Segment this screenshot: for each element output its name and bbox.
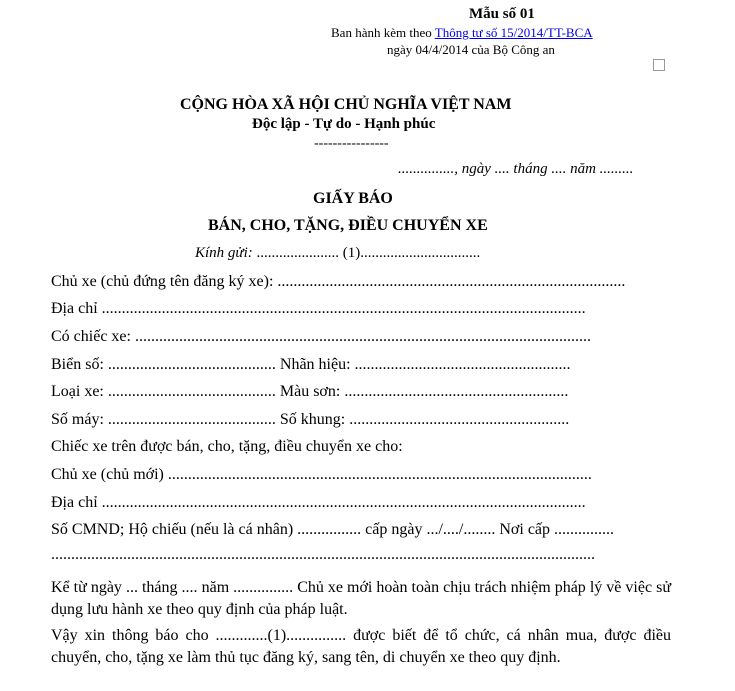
field-old-owner: Chủ xe (chủ đứng tên đăng ký xe): ....................................................................................... [51, 273, 626, 290]
issued-date: ngày 04/4/2014 của Bộ Công an [387, 42, 555, 57]
header-separator: ---------------- [314, 136, 389, 151]
recipient-label: Kính gửi: [195, 245, 253, 261]
field-new-address: Địa chỉ ......................................................................................................................... [51, 494, 586, 511]
field-vehicle: Có chiếc xe: .................................................................................................................. [51, 328, 591, 345]
field-engine-frame: Số máy: .......................................... Số khung: ....................................................... [51, 411, 570, 428]
circular-link[interactable]: Thông tư số 15/2014/TT-BCA [434, 25, 593, 40]
recipient-line [195, 245, 480, 262]
recipient-blank: ...................... (1)................................ [252, 245, 481, 261]
form-number: Mẫu số 01 [469, 6, 535, 22]
paragraph-notice: Vậy xin thông báo cho .............(1)............... được biết để tổ chức, cá nhân mua, được điều chuyển, cho, tặng xe làm thủ tục đăng ký, sang tên, di chuyển xe theo quy định. [51, 627, 671, 666]
nation-name: CỘNG HÒA XÃ HỘI CHỦ NGHĨA VIỆT NAM [180, 96, 512, 113]
document-title: GIẤY BÁO [313, 190, 393, 207]
corner-checkbox[interactable] [653, 59, 665, 71]
field-transferred-to: Chiếc xe trên được bán, cho, tặng, điều chuyển xe cho: [51, 438, 403, 455]
field-new-owner: Chủ xe (chủ mới) .......................................................................................................... [51, 466, 592, 483]
place-date-line: ..............., ngày .... tháng .... năm ......... [398, 161, 634, 177]
issued-prefix: Ban hành kèm theo [331, 25, 435, 40]
field-type-color: Loại xe: .......................................... Màu sơn: ........................................................ [51, 383, 569, 400]
field-plate-brand: Biển số: .......................................... Nhãn hiệu: ...................................................... [51, 356, 571, 373]
issued-by-line [331, 25, 593, 41]
paragraph-responsibility: Kể từ ngày ... tháng .... năm ............... Chủ xe mới hoàn toàn chịu trách nhiệm pháp lý về việc sử dụng lưu hành xe theo quy định của pháp luật. [51, 579, 671, 618]
field-id-card: Số CMND; Hộ chiếu (nếu là cá nhân) ................ cấp ngày .../..../........ Nơi cấp ............... [51, 521, 615, 538]
field-address: Địa chỉ ......................................................................................................................... [51, 300, 586, 317]
nation-motto: Độc lập - Tự do - Hạnh phúc [252, 116, 436, 132]
field-continuation: ........................................................................................................................................ [51, 546, 595, 563]
document-subtitle: BÁN, CHO, TẶNG, ĐIỀU CHUYỂN XE [208, 217, 488, 234]
